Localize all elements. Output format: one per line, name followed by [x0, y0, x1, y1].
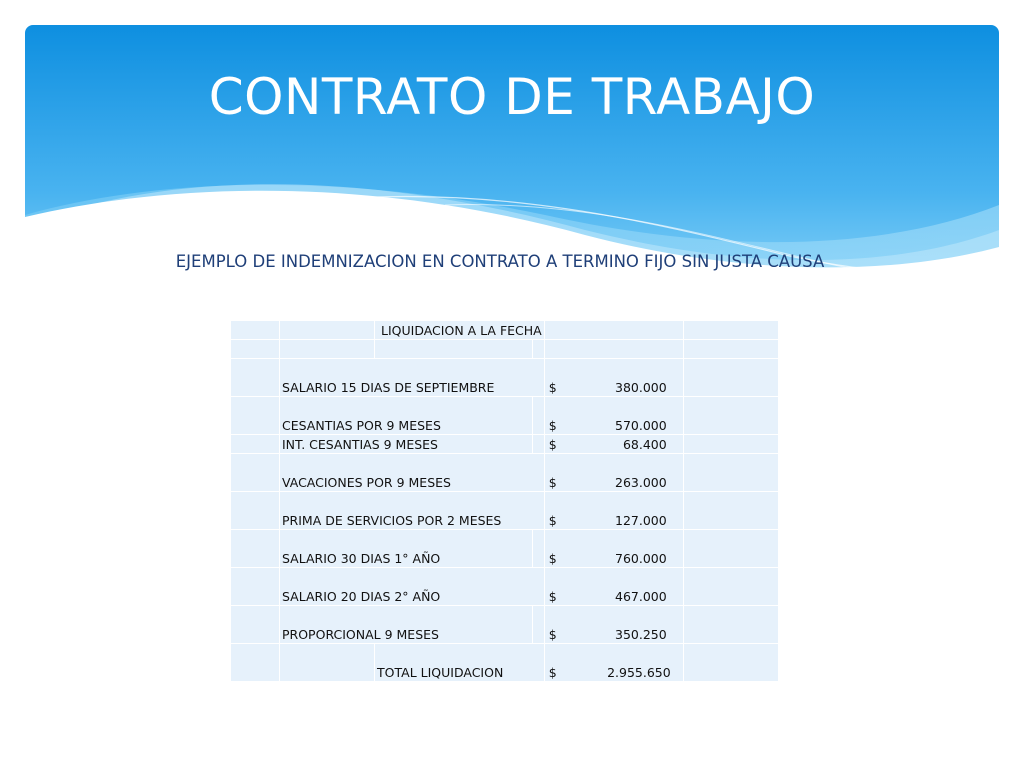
row-label: PROPORCIONAL 9 MESES	[280, 606, 533, 644]
table-cell	[683, 397, 778, 435]
table-cell	[533, 397, 545, 435]
amount-cell	[544, 530, 683, 568]
table-cell	[683, 321, 778, 340]
table-cell	[683, 530, 778, 568]
row-label: CESANTIAS POR 9 MESES	[280, 397, 533, 435]
row-amount: 380.000	[615, 380, 667, 395]
table-row	[231, 530, 779, 568]
table-cell	[231, 530, 280, 568]
currency-symbol: $	[548, 589, 557, 604]
currency-symbol: $	[548, 418, 557, 433]
table-cell	[683, 644, 778, 682]
table-cell	[683, 454, 778, 492]
table-row	[231, 397, 779, 435]
row-amount: 68.400	[622, 437, 667, 452]
total-label: TOTAL LIQUIDACION	[375, 644, 545, 682]
total-amount: 2.955.650	[607, 665, 671, 680]
total-row	[231, 644, 779, 682]
table-cell	[683, 435, 778, 454]
currency-symbol: $	[548, 437, 557, 452]
amount-cell	[544, 644, 683, 682]
table-cell	[231, 606, 280, 644]
page-title: CONTRATO DE TRABAJO	[208, 68, 816, 126]
currency-symbol: $	[548, 551, 557, 566]
table-cell	[683, 568, 778, 606]
table-cell	[683, 492, 778, 530]
row-label: VACACIONES POR 9 MESES	[280, 454, 545, 492]
currency-symbol: $	[548, 380, 557, 395]
row-label: SALARIO 15 DIAS DE SEPTIEMBRE	[280, 359, 545, 397]
table-cell	[533, 435, 545, 454]
table-row	[231, 435, 779, 454]
table-row	[231, 340, 779, 359]
table-cell	[533, 340, 545, 359]
table-cell	[544, 340, 683, 359]
table-cell	[533, 606, 545, 644]
table-row	[231, 492, 779, 530]
table-cell	[231, 568, 280, 606]
table-row	[231, 568, 779, 606]
currency-symbol: $	[548, 627, 557, 642]
row-amount: 760.000	[615, 551, 667, 566]
table-cell	[280, 340, 375, 359]
table-cell	[231, 644, 280, 682]
table-cell	[533, 530, 545, 568]
amount-cell	[544, 435, 683, 454]
table-cell	[231, 321, 280, 340]
table-row	[231, 454, 779, 492]
table-header: LIQUIDACION A LA FECHA	[375, 321, 545, 340]
row-amount: 263.000	[615, 475, 667, 490]
table-cell	[231, 340, 280, 359]
amount-cell	[544, 454, 683, 492]
table-row	[231, 606, 779, 644]
row-label: PRIMA DE SERVICIOS POR 2 MESES	[280, 492, 545, 530]
row-amount: 350.250	[615, 627, 667, 642]
row-amount: 127.000	[615, 513, 667, 528]
row-amount: 570.000	[615, 418, 667, 433]
currency-symbol: $	[548, 475, 557, 490]
table-cell	[683, 359, 778, 397]
row-label: INT. CESANTIAS 9 MESES	[280, 435, 533, 454]
table-cell	[280, 644, 375, 682]
table-cell	[683, 340, 778, 359]
table-row	[231, 359, 779, 397]
table-header-row	[231, 321, 779, 340]
table-cell	[544, 321, 683, 340]
amount-cell	[544, 568, 683, 606]
table-cell	[231, 435, 280, 454]
table-cell	[280, 321, 375, 340]
table-cell	[231, 454, 280, 492]
table-cell	[375, 340, 533, 359]
slide-subtitle: EJEMPLO DE INDEMNIZACION EN CONTRATO A TERMINO FIJO SIN JUSTA CAUSA	[175, 252, 825, 271]
row-label: SALARIO 30 DIAS 1° AÑO	[280, 530, 533, 568]
liquidation-table	[230, 320, 779, 682]
row-label: SALARIO 20 DIAS 2° AÑO	[280, 568, 545, 606]
amount-cell	[544, 397, 683, 435]
amount-cell	[544, 606, 683, 644]
table-cell	[683, 606, 778, 644]
currency-symbol: $	[548, 665, 557, 680]
table-cell	[231, 397, 280, 435]
currency-symbol: $	[548, 513, 557, 528]
amount-cell	[544, 492, 683, 530]
amount-cell	[544, 359, 683, 397]
table-cell	[231, 492, 280, 530]
table-cell	[231, 359, 280, 397]
row-amount: 467.000	[615, 589, 667, 604]
